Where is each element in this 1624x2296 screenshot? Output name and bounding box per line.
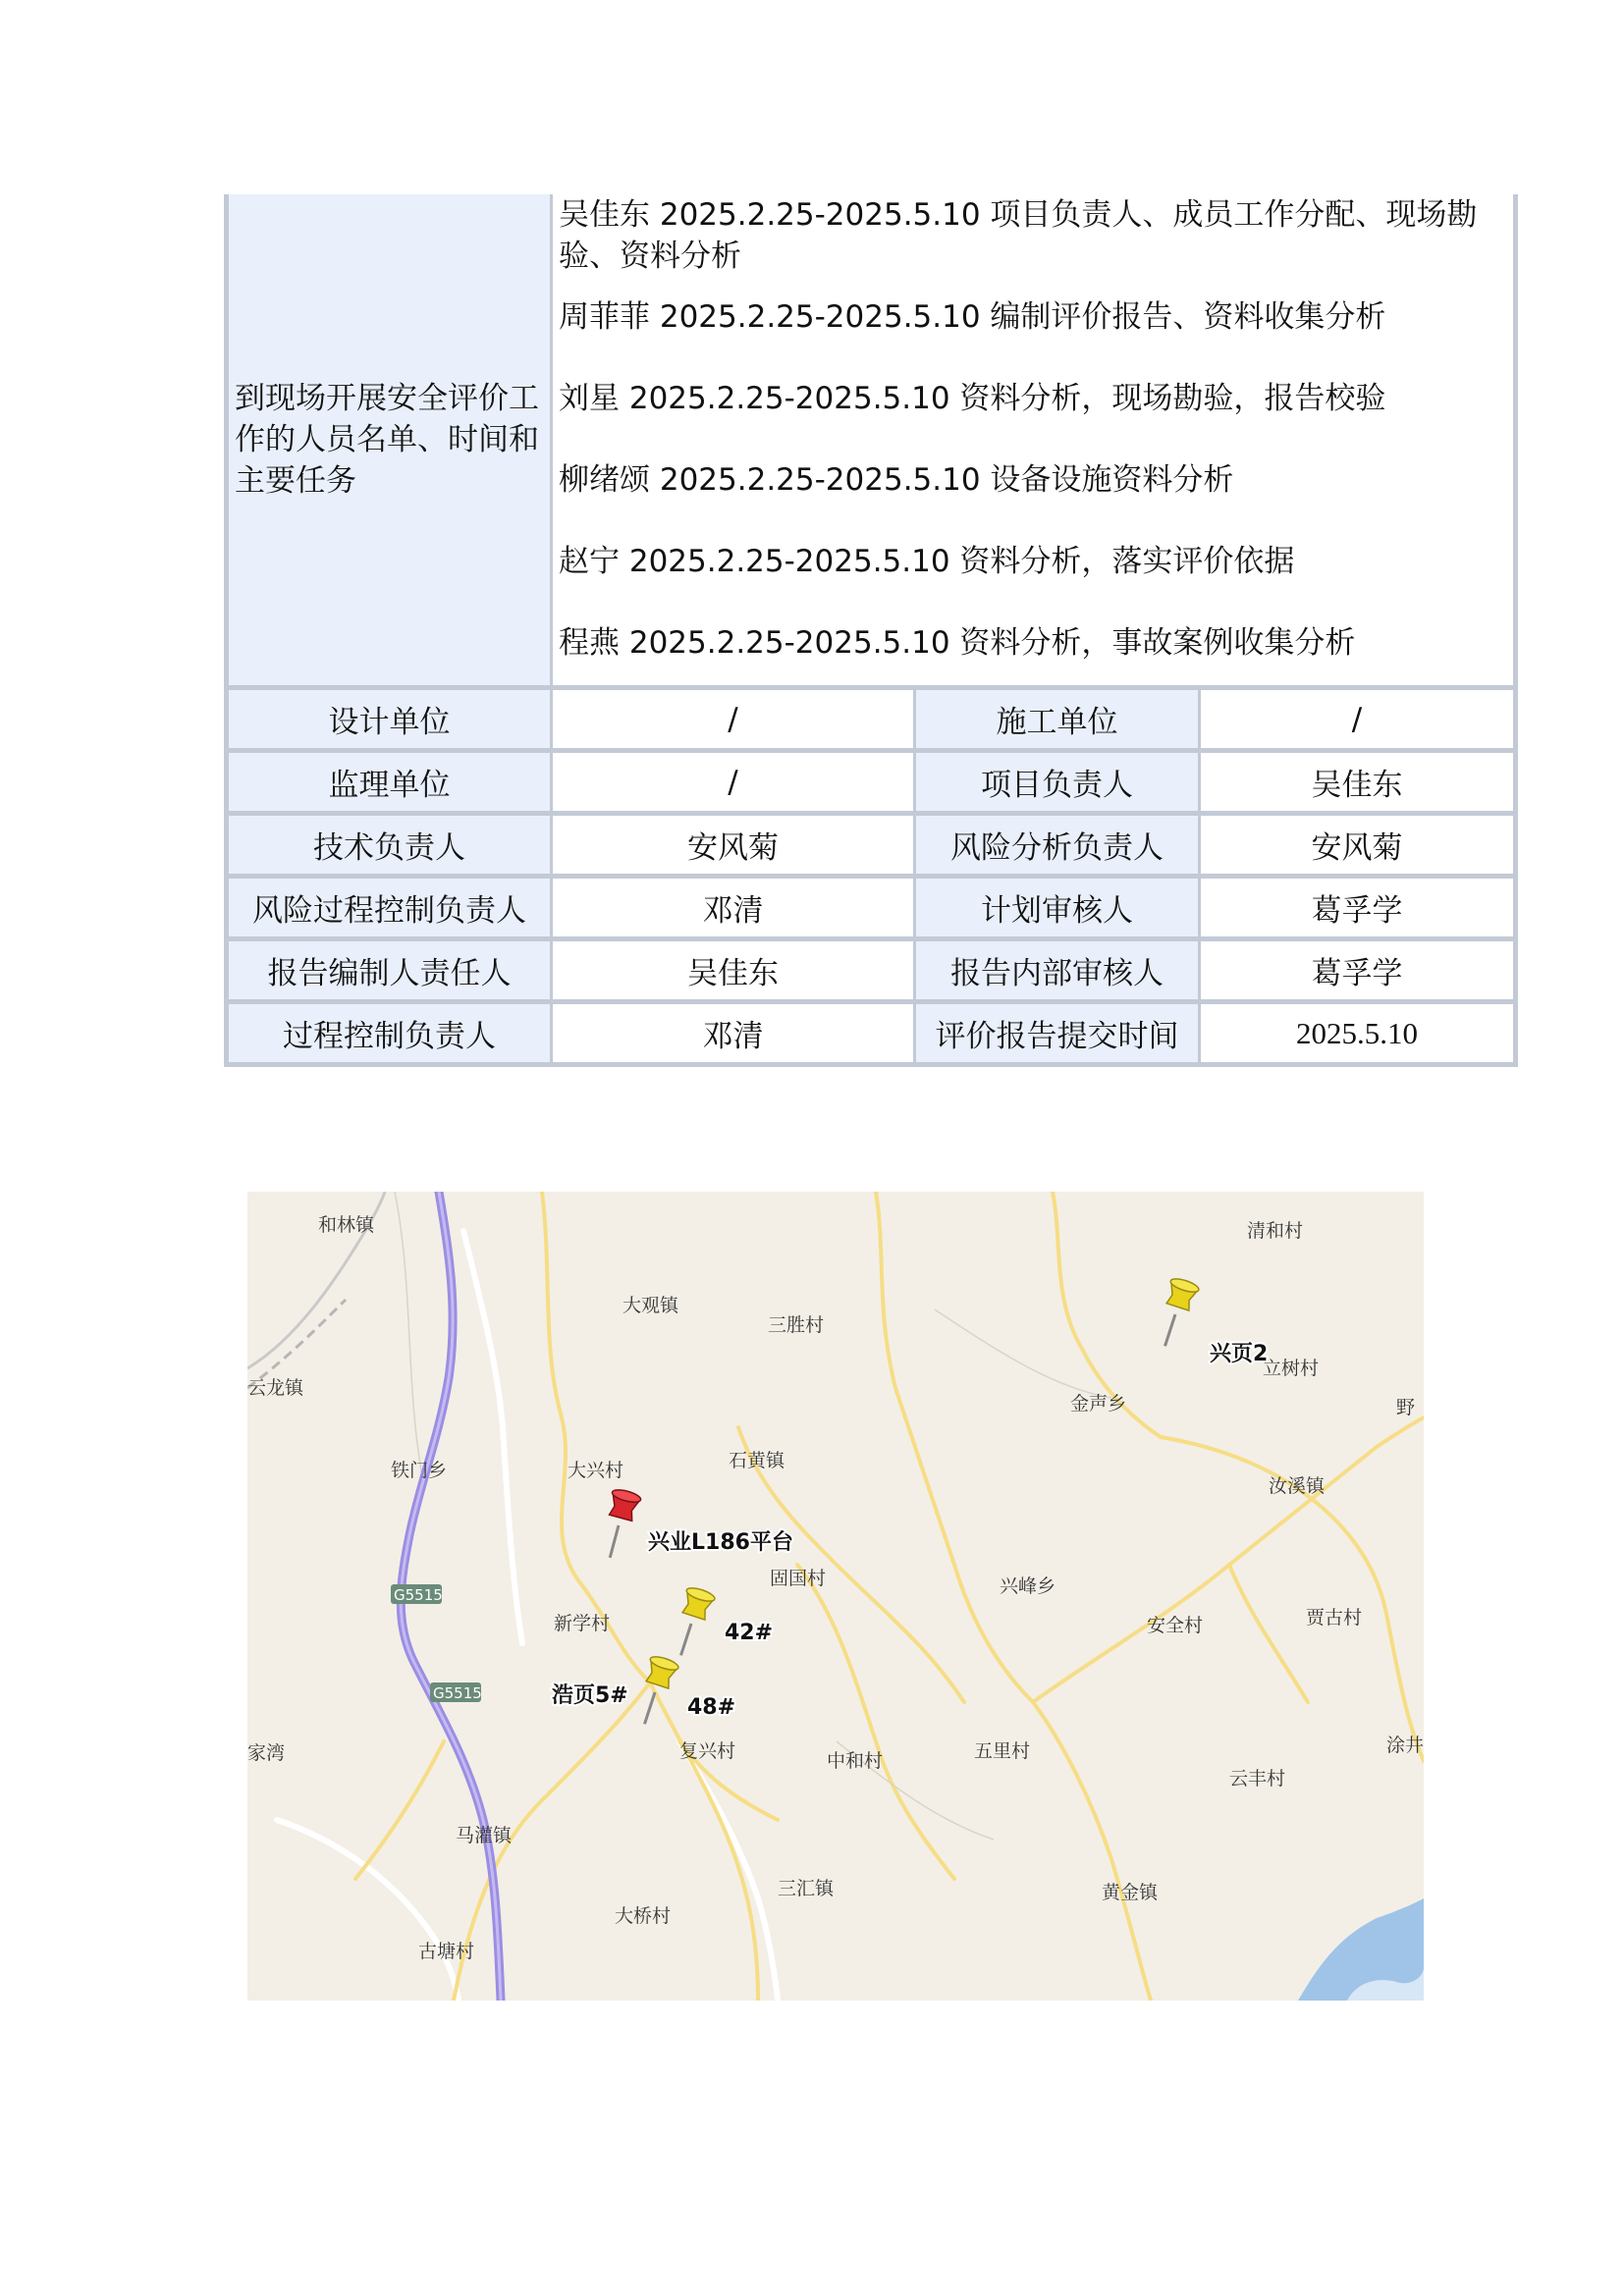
highway-shield-label: G5515 — [394, 1586, 443, 1604]
highway-shield-label: G5515 — [433, 1684, 482, 1702]
pin-label: 兴页2 — [1210, 1342, 1269, 1366]
pin-label: 48# — [687, 1695, 736, 1720]
personnel-line: 赵宁 2025.2.25-2025.5.10 资料分析，落实评价依据 — [559, 544, 1295, 579]
personnel-label-cell — [229, 194, 553, 685]
place-label: 安全村 — [1147, 1615, 1204, 1636]
place-label: 家湾 — [247, 1742, 286, 1764]
table-cell-label: 报告编制人责任人 — [229, 936, 553, 999]
table-cell-label: 风险分析负责人 — [916, 811, 1201, 874]
personnel-line: 刘星 2025.2.25-2025.5.10 资料分析，现场勘验，报告校验 — [559, 381, 1386, 416]
place-label: 大兴村 — [568, 1460, 624, 1481]
table-cell-value: 邓清 — [553, 999, 916, 1062]
place-label: 和林镇 — [318, 1214, 375, 1236]
table-cell-value: 葛孚学 — [1201, 936, 1513, 999]
table-cell-value: 安风菊 — [553, 811, 916, 874]
personnel-line: 程燕 2025.2.25-2025.5.10 资料分析，事故案例收集分析 — [559, 625, 1356, 661]
table-cell-value: 吴佳东 — [1201, 748, 1513, 811]
personnel-line: 吴佳东 2025.2.25-2025.5.10 项目负责人、成员工作分配、现场勘 — [559, 197, 1478, 233]
personnel-row — [224, 194, 1518, 685]
place-label: 五里村 — [974, 1740, 1031, 1762]
place-label: 三胜村 — [768, 1314, 825, 1336]
table-cell-label: 报告内部审核人 — [916, 936, 1201, 999]
personnel-list — [553, 194, 1513, 685]
place-label: 新学村 — [554, 1613, 611, 1634]
place-label: 石黄镇 — [729, 1450, 785, 1471]
pin-label: 42# — [725, 1621, 774, 1645]
personnel-line: 柳绪颂 2025.2.25-2025.5.10 设备设施资料分析 — [559, 462, 1234, 498]
table-cell-label: 过程控制负责人 — [229, 999, 553, 1062]
place-label: 兴峰乡 — [1000, 1575, 1056, 1597]
place-label: 汝溪镇 — [1269, 1475, 1326, 1497]
table-cell-label: 监理单位 — [229, 748, 553, 811]
table-cell-value: 邓清 — [553, 874, 916, 936]
table-cell-value: 葛孚学 — [1201, 874, 1513, 936]
table-cell-value: / — [553, 685, 916, 748]
place-label: 铁门乡 — [391, 1460, 448, 1481]
place-label: 贾古村 — [1306, 1607, 1363, 1629]
table-cell-label: 计划审核人 — [916, 874, 1201, 936]
table-cell-label: 施工单位 — [916, 685, 1201, 748]
place-label: 复兴村 — [679, 1740, 736, 1762]
highway-shield — [391, 1584, 443, 1604]
place-label: 野 — [1396, 1397, 1416, 1418]
table-cell-label: 评价报告提交时间 — [916, 999, 1201, 1062]
pin-label: 兴业L186平台 — [648, 1530, 793, 1555]
place-label: 清和村 — [1247, 1220, 1304, 1242]
location-map — [247, 1192, 1424, 2001]
place-label: 中和村 — [827, 1750, 884, 1772]
personnel-line: 验、资料分析 — [559, 239, 741, 274]
place-label: 涂井 — [1386, 1735, 1424, 1756]
table-cell-label: 设计单位 — [229, 685, 553, 748]
table-cell-label: 风险过程控制负责人 — [229, 874, 553, 936]
highway-shield — [430, 1682, 482, 1702]
map-canvas — [247, 1192, 1424, 2001]
table-cell-value: / — [553, 748, 916, 811]
personnel-label: 到现场开展安全评价工作的人员名单、时间和主要任务 — [235, 381, 539, 499]
personnel-line: 周菲菲 2025.2.25-2025.5.10 编制评价报告、资料收集分析 — [559, 299, 1386, 335]
table-cell-label: 技术负责人 — [229, 811, 553, 874]
place-label: 固国村 — [770, 1568, 827, 1589]
table-cell-label: 项目负责人 — [916, 748, 1201, 811]
place-label: 古塘村 — [418, 1941, 475, 1962]
table-cell-value: 安风菊 — [1201, 811, 1513, 874]
table-cell-value: 2025.5.10 — [1201, 999, 1513, 1062]
evaluation-info-table — [224, 194, 1518, 1067]
place-label: 立树村 — [1263, 1358, 1320, 1379]
place-label: 马灌镇 — [456, 1825, 513, 1846]
pin-label: 浩页5# — [552, 1683, 628, 1708]
place-label: 大观镇 — [623, 1295, 679, 1316]
place-label: 云龙镇 — [247, 1377, 304, 1399]
place-label: 三汇镇 — [778, 1878, 835, 1899]
place-label: 大桥村 — [615, 1905, 672, 1927]
info-grid — [224, 685, 1518, 1067]
place-label: 黄金镇 — [1102, 1882, 1159, 1903]
place-label: 金声乡 — [1070, 1393, 1127, 1415]
table-cell-value: / — [1201, 685, 1513, 748]
place-label: 云丰村 — [1229, 1768, 1286, 1789]
table-cell-value: 吴佳东 — [553, 936, 916, 999]
